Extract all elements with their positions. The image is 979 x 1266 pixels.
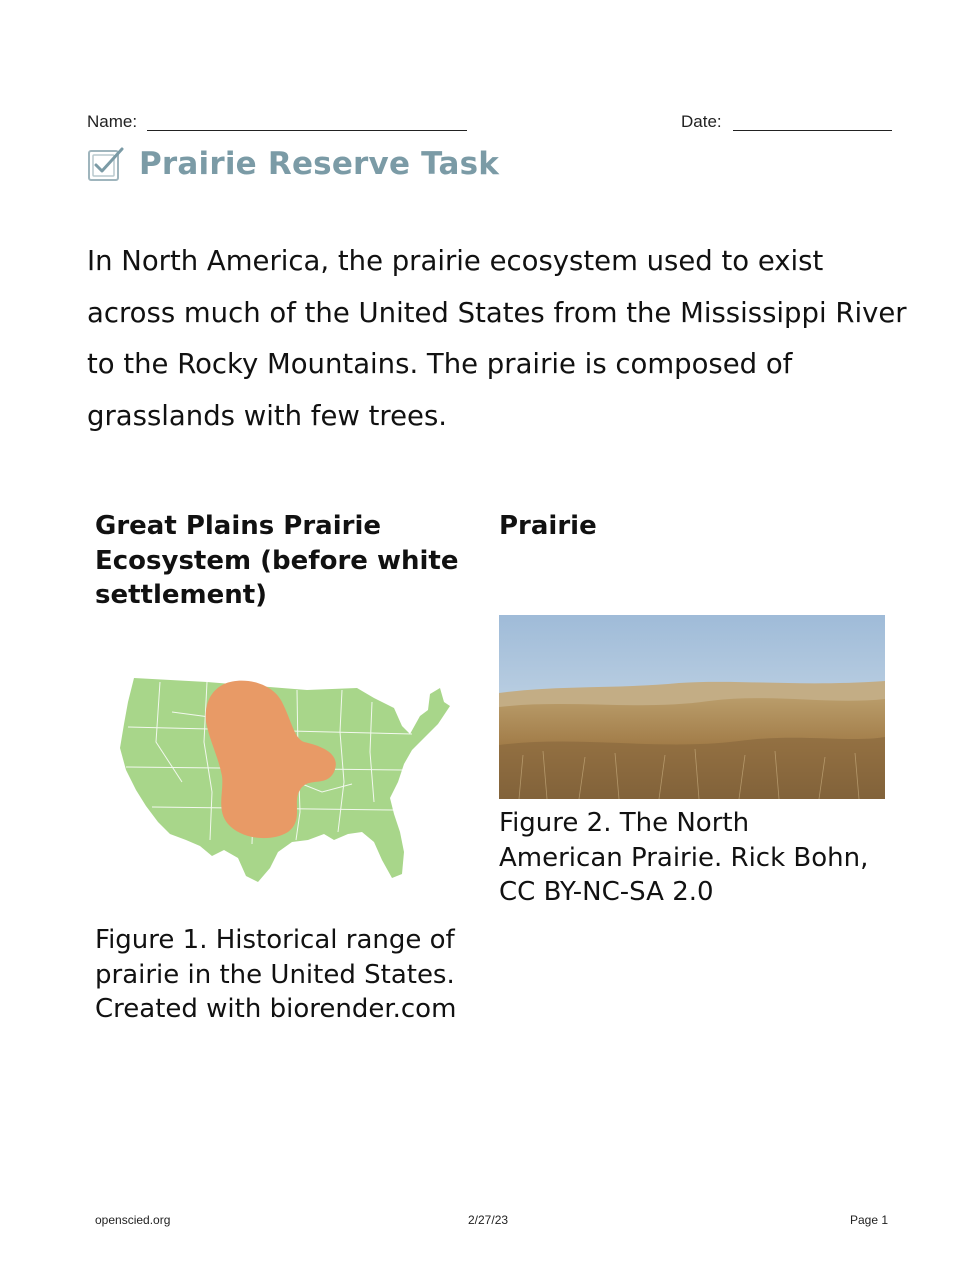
date-field-line[interactable] xyxy=(733,130,892,131)
date-label: Date: xyxy=(681,112,722,131)
name-label: Name: xyxy=(87,112,138,131)
page-title-block xyxy=(87,144,499,184)
us-prairie-map xyxy=(112,672,457,888)
prairie-photo xyxy=(499,615,885,799)
figure2-heading: Prairie xyxy=(499,511,597,541)
footer-site: openscied.org xyxy=(95,1213,171,1227)
figure2-caption: Figure 2. The North American Prairie. Rick Bohn, CC BY-NC-SA 2.0 xyxy=(499,808,869,907)
footer-date: 2/27/23 xyxy=(468,1213,509,1227)
checklist-icon xyxy=(87,144,127,184)
intro-paragraph: In North America, the prairie ecosystem used to exist across much of the United States from the Mississippi River to the Rocky Mountains. The prairie is composed of grasslands with few trees. xyxy=(87,245,907,432)
page-title: Prairie Reserve Task xyxy=(139,146,500,182)
name-field-line[interactable] xyxy=(147,130,467,131)
footer-page-number: Page 1 xyxy=(850,1213,889,1227)
figure1-caption: Figure 1. Historical range of prairie in the United States. Created with biorender.com xyxy=(95,925,457,1024)
figure1-heading: Great Plains Prairie Ecosystem (before white settlement) xyxy=(95,511,459,610)
